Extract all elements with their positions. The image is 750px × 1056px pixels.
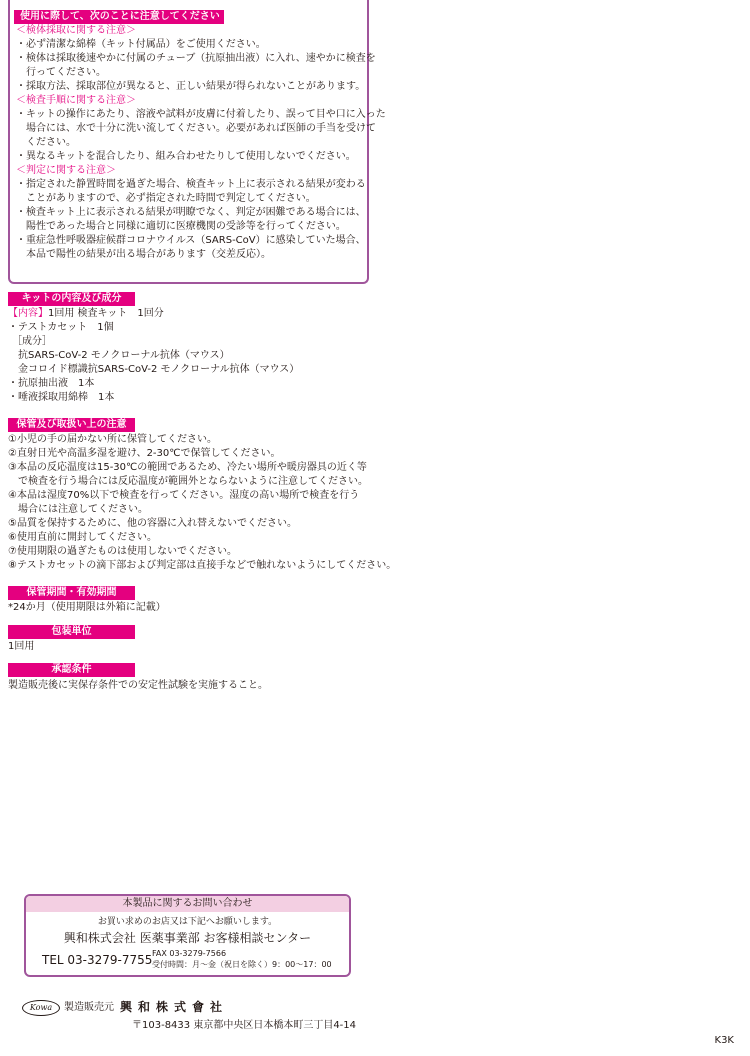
contact-tel: TEL 03-3279-7755 [42, 953, 153, 967]
storage-header: 保管及び取扱い上の注意 [8, 418, 135, 432]
storage-line: で検査を行う場合には反応温度が範囲外とならないように注意してください。 [18, 476, 368, 487]
document-code: K3K [714, 1035, 734, 1046]
content-text: 1回用 検査キット 1回分 [48, 308, 164, 319]
storage-line: 場合には注意してください。 [18, 504, 148, 515]
contact-header: 本製品に関するお問い合わせ [26, 896, 349, 912]
precautions-line: ・指定された静置時間を過ぎた場合、検査キット上に表示される結果が変わる [16, 179, 366, 190]
precautions-line: 陽性であった場合と同様に適切に医療機関の受診等を行ってください。 [26, 221, 346, 232]
contact-department: 興和株式会社 医薬事業部 お客様相談センター [63, 931, 312, 945]
content-label: 【内容】 [8, 308, 48, 319]
kit-contents-header: キットの内容及び成分 [8, 292, 135, 306]
precautions-body [16, 24, 386, 262]
package-unit-header: 包装単位 [8, 625, 135, 639]
precautions-line: ください。 [26, 137, 76, 148]
kit-line: ［成分］ [12, 336, 52, 347]
approval-text: 製造販売後に実保存条件での安定性試験を実施すること。 [8, 680, 268, 691]
storage-line: ⑦使用期限の過ぎたものは使用しないでください。 [8, 546, 237, 557]
precautions-line: ・採取方法、採取部位が異なると、正しい結果が得られないことがあります。 [16, 81, 366, 92]
approval-header: 承認条件 [8, 663, 135, 677]
precautions-line: ・異なるキットを混合したり、組み合わせたりして使用しないでください。 [16, 151, 356, 162]
storage-line: ⑥使用直前に開封してください。 [8, 532, 157, 543]
precautions-line: ・重症急性呼吸器症候群コロナウイルス（SARS-CoV）に感染していた場合、 [16, 235, 366, 246]
precautions-group-heading: ＜検体採取に関する注意＞ [16, 25, 136, 36]
kit-line: 金コロイド標識抗SARS-CoV-2 モノクローナル抗体（マウス） [18, 364, 300, 375]
precautions-line: 行ってください。 [26, 67, 106, 78]
storage-line: ⑤品質を保持するために、他の容器に入れ替えないでください。 [8, 518, 297, 529]
contact-box [24, 894, 351, 977]
kowa-logo: Kowa [22, 1000, 60, 1016]
storage-body [8, 433, 396, 573]
contact-fax: FAX 03-3279-7566 [152, 949, 227, 958]
precautions-line: ・キットの操作にあたり、溶液や試料が皮膚に付着したり、誤って目や口に入った [16, 109, 386, 120]
kit-line: ・テストカセット 1個 [8, 322, 114, 333]
precautions-line: ことがありますので、必ず指定された時間で判定してください。 [26, 193, 316, 204]
precautions-line: ・検体は採取後速やかに付属のチューブ（抗原抽出液）に入れ、速やかに検査を [16, 53, 376, 64]
kit-line: ・唾液採取用綿棒 1本 [8, 392, 115, 403]
contact-intro: お買い求めのお店又は下記へお願いします。 [97, 917, 278, 927]
kit-line: ・抗原抽出液 1本 [8, 378, 95, 389]
precautions-line: 場合には、水で十分に洗い流してください。必要があれば医師の手当を受けて [26, 123, 376, 134]
storage-line: ②直射日光や高温多湿を避け、2-30℃で保管してください。 [8, 448, 281, 459]
precautions-line: 本品で陽性の結果が出る場合があります（交差反応）。 [26, 249, 271, 260]
precautions-line: ・検査キット上に表示される結果が明瞭でなく、判定が困難である場合には、 [16, 207, 366, 218]
contact-hours: 受付時間：月～金（祝日を除く）9：00～17：00 [152, 960, 332, 969]
precautions-line: ・必ず清潔な綿棒（キット付属品）をご使用ください。 [16, 39, 266, 50]
company-address: 〒103-8433 東京都中央区日本橋本町三丁目4-14 [132, 1020, 357, 1031]
kit-contents-body [8, 307, 299, 405]
precautions-group-heading: ＜判定に関する注意＞ [16, 165, 116, 176]
shelf-life-header: 保管期間・有効期間 [8, 586, 135, 600]
kit-line: 抗SARS-CoV-2 モノクローナル抗体（マウス） [18, 350, 230, 361]
precautions-group-heading: ＜検査手順に関する注意＞ [16, 95, 136, 106]
package-unit-text: 1回用 [8, 641, 35, 652]
precautions-title: 使用に際して、次のことに注意してください [14, 10, 224, 24]
storage-line: ③本品の反応温度は15-30℃の範囲であるため、冷たい場所や暖房器具の近く等 [8, 462, 367, 473]
storage-line: ④本品は湿度70%以下で検査を行ってください。湿度の高い場所で検査を行う [8, 490, 360, 501]
shelf-life-text: *24か月（使用期限は外箱に記載） [8, 602, 166, 613]
storage-line: ⑧テストカセットの滴下部および判定部は直接手などで触れないようにしてください。 [8, 560, 397, 571]
company-name: 興和株式會社 [120, 1000, 229, 1014]
manufacturer-role: 製造販売元 [64, 1002, 114, 1013]
storage-line: ①小児の手の届かない所に保管してください。 [8, 434, 217, 445]
